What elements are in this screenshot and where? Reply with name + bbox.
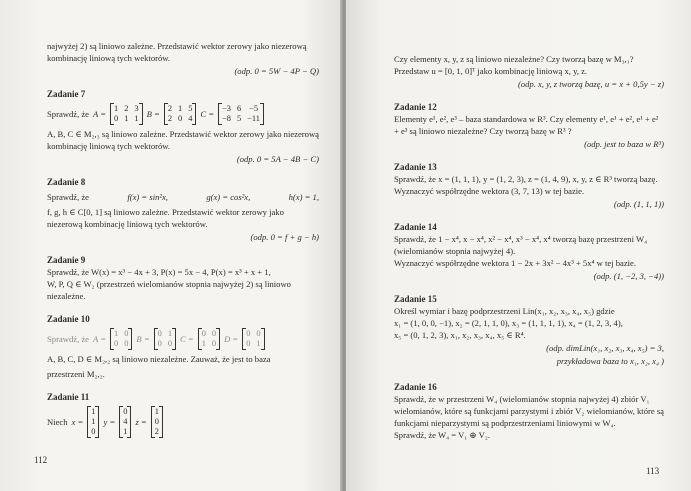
matrix-cell: −5 bbox=[249, 104, 259, 113]
zadanie-7-title: Zadanie 7 bbox=[47, 89, 86, 99]
matrix-cell: 1 bbox=[134, 114, 139, 123]
vector-z bbox=[151, 406, 163, 438]
matrix-cell: 0 bbox=[246, 329, 251, 338]
matrix-cell: 0 bbox=[114, 114, 119, 123]
matrix-cell: 6 bbox=[236, 104, 242, 113]
matrix-cell: 0 bbox=[211, 329, 217, 338]
right-page bbox=[346, 0, 691, 491]
matrix-b bbox=[154, 328, 176, 350]
zadanie-12-answer: (odp. jest to baza w R³) bbox=[584, 139, 664, 149]
zadanie-13 bbox=[394, 161, 664, 210]
matrix-cell: 0 bbox=[167, 339, 172, 348]
zadanie-16-text: Sprawdź, że w przestrzeni W₄ (wielomianów stopnia najwyżej 4) zbiór V₁ wielomianów, które są funkcjami parzystymi i zbiór V₂ wielomianów, które są funkcjami nieparzystymi są podprzestrzeniami liniowymi w W₄. bbox=[394, 394, 664, 428]
zadanie-9-line1: Sprawdź, że W(x) = x³ − 4x + 3, P(x) = 5x − 4, P(x) = x³ + x + 1, bbox=[47, 267, 271, 277]
zadanie-10-title: Zadanie 10 bbox=[47, 314, 90, 324]
zadanie-8-functions bbox=[47, 191, 319, 203]
matrix-cell: 0 bbox=[124, 339, 129, 348]
matrix-cell: 1 bbox=[124, 114, 129, 123]
zadanie-10 bbox=[47, 313, 319, 380]
matrix-cell: 2 bbox=[124, 104, 129, 113]
intro-answer: (odp. 0 = 5W − 4P − Q) bbox=[234, 66, 319, 76]
zadanie-8-answer: (odp. 0 = f + g − h) bbox=[250, 232, 319, 242]
vector-cell: 0 bbox=[154, 417, 159, 426]
zadanie-8-text: f, g, h ∈ C[0, 1] są liniowo zależne. Przedstawić wektor zerowy jako niezerową kombinację liniową tych wektorów. bbox=[47, 207, 284, 229]
matrix-d-label: D = bbox=[224, 334, 239, 344]
vector-cell: 1 bbox=[91, 407, 96, 416]
zadanie-15-title: Zadanie 15 bbox=[394, 294, 437, 304]
matrix-cell: 0 bbox=[201, 329, 206, 338]
zadanie-13-text: Sprawdź, że x = (1, 1, 1), y = (1, 2, 3), z = (1, 4, 9), x, y, z ∈ R³ tworzą bazę. Wyznaczyć współrzędne wektora (3, 7, 13) w tej bazie. bbox=[394, 174, 658, 196]
matrix-cell: 5 bbox=[188, 104, 193, 113]
vector-cell: 1 bbox=[154, 407, 159, 416]
right-column bbox=[394, 53, 664, 441]
zadanie-7-matrices bbox=[47, 103, 319, 125]
matrix-cell: 0 bbox=[256, 329, 261, 338]
zadanie-7-prefix: Sprawdź, że bbox=[47, 109, 89, 119]
page-number-left: 112 bbox=[34, 455, 48, 465]
left-column bbox=[47, 40, 319, 441]
zadanie-7-text: A, B, C ∈ M₂,₃ są liniowo zależne. Przedstawić wektor zerowy jako niezerową kombinację liniową tych wektorów. bbox=[47, 129, 319, 151]
vector-x bbox=[87, 406, 99, 438]
zadanie-11-vectors bbox=[47, 406, 319, 438]
zadanie-14-text1: Sprawdź, że 1 − x⁴, x − x⁴, x² − x⁴, x³ − x⁴, x⁴ tworzą bazę przestrzeni W₄ (wielomianów stopnia najwyżej 4). bbox=[394, 234, 648, 256]
zadanie-10-matrices bbox=[47, 328, 319, 350]
zadanie-12 bbox=[394, 101, 664, 150]
zadanie-16-last: Sprawdź, że W₄ = V₁ ⊕ V₂. bbox=[394, 430, 490, 440]
matrix-cell: 4 bbox=[188, 114, 193, 123]
matrix-cell: 0 bbox=[178, 114, 183, 123]
matrix-cell: 1 bbox=[114, 104, 119, 113]
matrix-cell: 1 bbox=[167, 329, 172, 338]
zadanie-12-text: Elementy e¹, e², e³ – baza standardowa w R³. Czy elementy e¹, e¹ + e², e¹ + e² + e³ są liniowo niezależne? Czy tworzą bazę w R³ ? bbox=[394, 114, 659, 136]
matrix-cell: 0 bbox=[114, 339, 119, 348]
zadanie-13-title: Zadanie 13 bbox=[394, 162, 437, 172]
matrix-cell: 0 bbox=[157, 339, 162, 348]
matrix-a bbox=[110, 328, 132, 350]
vector-z-label: z = bbox=[135, 417, 147, 427]
zadanie-15-line1: Określ wymiar i bazę podprzestrzeni Lin(x₁, x₂, x₃, x₄, x₅) gdzie bbox=[394, 306, 615, 316]
function-h: h(x) = 1, bbox=[288, 192, 319, 202]
intro-section bbox=[394, 53, 664, 90]
vector-cell: 4 bbox=[123, 417, 128, 426]
zadanie-8-title: Zadanie 8 bbox=[47, 177, 86, 187]
vector-y-label: y = bbox=[103, 417, 116, 427]
zadanie-9-line2: W, P, Q ∈ W₂ (przestrzeń wielomianów stopnia najwyżej 2) są liniowo niezależne. bbox=[47, 279, 291, 301]
matrix-cell: 0 bbox=[211, 339, 217, 348]
function-g: g(x) = cos²x, bbox=[206, 192, 251, 202]
intro-text: Czy elementy x, y, z są liniowo niezależne? Czy tworzą bazę w M₃,₁? Przedstaw u = [0, 1, 0]ᵀ jako kombinację liniową x, y, z. bbox=[394, 54, 634, 76]
intro-text: najwyżej 2) są liniowo zależne. Przedstawić wektor zerowy jako niezerową kombinację liniową tych wektorów. bbox=[47, 41, 307, 63]
zadanie-7 bbox=[47, 88, 319, 165]
zadanie-13-answer: (odp. (1, 1, 1)) bbox=[613, 199, 664, 209]
vector-y bbox=[119, 406, 131, 438]
zadanie-14-answer: (odp. (1, −2, 3, −4)) bbox=[593, 271, 664, 281]
matrix-cell: 1 bbox=[178, 104, 183, 113]
zadanie-10-line2: przestrzeni M₂,₂. bbox=[47, 369, 105, 379]
matrix-b-label: B = bbox=[146, 109, 160, 119]
zadanie-16 bbox=[394, 381, 664, 441]
matrix-cell: 2 bbox=[167, 114, 172, 123]
matrix-cell: 1 bbox=[256, 339, 261, 348]
zadanie-14 bbox=[394, 221, 664, 282]
zadanie-10-prefix: Sprawdź, że bbox=[47, 334, 89, 344]
matrix-cell: 2 bbox=[167, 104, 172, 113]
zadanie-11 bbox=[47, 391, 319, 438]
matrix-cell: 1 bbox=[114, 329, 119, 338]
vector-cell: 1 bbox=[123, 427, 128, 436]
matrix-a-label: A = bbox=[93, 109, 107, 119]
vector-cell: 0 bbox=[123, 407, 128, 416]
intro-answer: (odp. x, y, z tworzą bazę, u = x + 0,5y − z) bbox=[517, 79, 664, 89]
zadanie-10-line1: A, B, C, D ∈ M₂,₂ są liniowo niezależne. Zauważ, że jest to baza bbox=[47, 354, 271, 364]
zadanie-15-answer2: przykładowa baza to x₁, x₂, x₄ ) bbox=[556, 356, 664, 366]
zadanie-12-title: Zadanie 12 bbox=[394, 102, 437, 112]
zadanie-15-line2: x₁ = (1, 0, 0, −1), x₂ = (2, 1, 1, 0), x₃ = (1, 1, 1, 1), x₄ = (1, 2, 3, 4), bbox=[394, 318, 623, 328]
zadanie-16-title: Zadanie 16 bbox=[394, 382, 437, 392]
zadanie-14-text2: Wyznaczyć współrzędne wektora 1 − 2x + 3x² − 4x³ + 5x⁴ w tej bazie. bbox=[394, 258, 637, 268]
zadanie-15-answer1: (odp. dimLin(x₁, x₂, x₃, x₄, x₅) = 3, bbox=[546, 343, 664, 353]
zadanie-11-title: Zadanie 11 bbox=[47, 392, 90, 402]
vector-cell: 2 bbox=[154, 427, 159, 436]
matrix-cell: 0 bbox=[246, 339, 251, 348]
vector-cell: 1 bbox=[91, 417, 96, 426]
left-page bbox=[0, 0, 342, 491]
page-number-right: 113 bbox=[646, 466, 660, 476]
zadanie-11-prefix: Niech bbox=[47, 417, 68, 427]
zadanie-8 bbox=[47, 176, 319, 243]
matrix-cell: 1 bbox=[201, 339, 206, 348]
zadanie-7-answer: (odp. 0 = 5A − 4B − C) bbox=[236, 154, 319, 164]
matrix-cell: −3 bbox=[222, 104, 231, 113]
matrix-b-label: B = bbox=[136, 334, 150, 344]
matrix-cell: 0 bbox=[124, 329, 129, 338]
vector-x-label: x = bbox=[71, 417, 84, 427]
intro-section bbox=[47, 40, 319, 77]
matrix-a-label: A = bbox=[93, 334, 107, 344]
zadanie-8-prefix: Sprawdź, że bbox=[47, 192, 89, 202]
matrix-b bbox=[164, 103, 197, 125]
matrix-c bbox=[218, 103, 264, 125]
matrix-c bbox=[198, 328, 220, 350]
matrix-a bbox=[110, 103, 143, 125]
function-f: f(x) = sin²x, bbox=[127, 192, 168, 202]
matrix-cell: 0 bbox=[157, 329, 162, 338]
vector-cell: 0 bbox=[91, 427, 96, 436]
zadanie-9 bbox=[47, 254, 319, 302]
zadanie-14-title: Zadanie 14 bbox=[394, 222, 437, 232]
matrix-cell: 3 bbox=[134, 104, 139, 113]
matrix-cell: −11 bbox=[247, 114, 260, 123]
matrix-d bbox=[242, 328, 264, 350]
matrix-cell: −8 bbox=[222, 114, 231, 123]
matrix-cell: 5 bbox=[236, 114, 242, 123]
zadanie-15 bbox=[394, 293, 664, 367]
zadanie-9-title: Zadanie 9 bbox=[47, 255, 86, 265]
matrix-c-label: C = bbox=[180, 334, 194, 344]
zadanie-15-line3: x₅ = (0, 1, 2, 3), x₁, x₂, x₃, x₄, x₅ ∈ R⁴. bbox=[394, 330, 526, 340]
matrix-c-label: C = bbox=[200, 109, 215, 119]
